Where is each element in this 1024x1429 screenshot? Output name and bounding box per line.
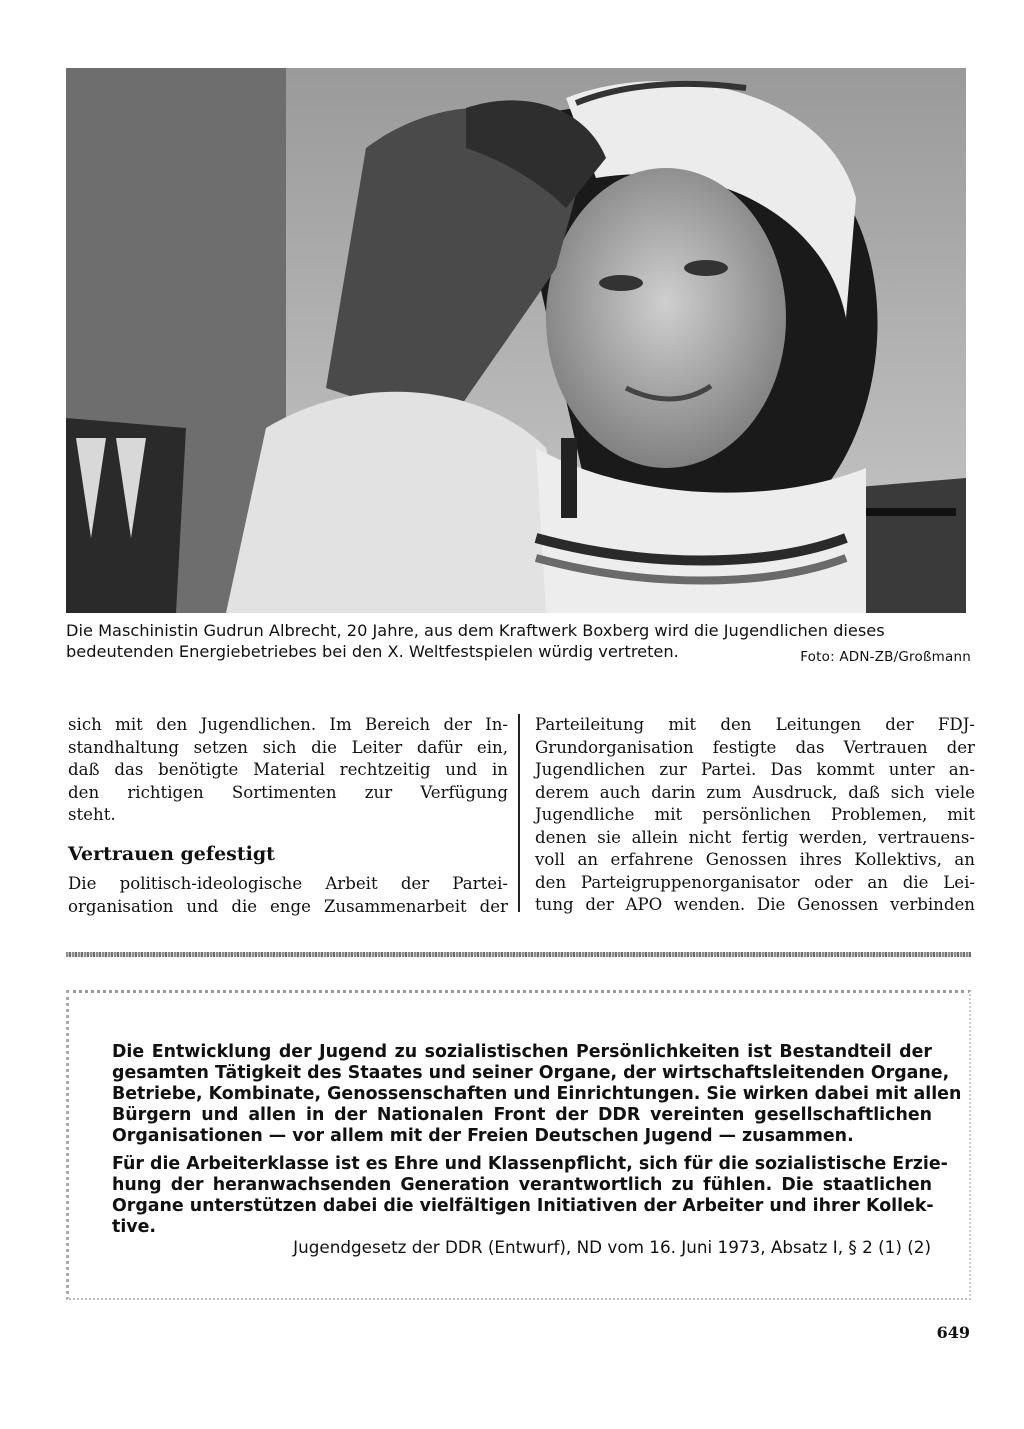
text-line: Die politisch-ideologische Arbeit der Partei-: [68, 874, 508, 893]
left-paragraph-2: [68, 873, 508, 918]
text-line: den Parteigruppenorganisator oder an die Lei-: [535, 872, 975, 892]
quote-line: Betriebe, Kombinate, Genossenschaften und Einrichtungen. Sie wirken dabei mit allen: [112, 1084, 962, 1104]
quote-line: tive.: [112, 1217, 157, 1237]
text-line: Jugendliche mit persönlichen Problemen, mit: [535, 805, 975, 824]
text-line: Parteileitung mit den Leitungen der FDJ-: [535, 715, 975, 734]
text-line: Jugendlichen zur Partei. Das kommt unter an-: [535, 760, 975, 779]
right-column: [535, 714, 975, 917]
quote-text: [112, 1042, 962, 1238]
quote-line: Organisationen — vor allem mit der Freien Deutschen Jugend — zusammen.: [112, 1126, 854, 1146]
text-line: voll an erfahrene Genossen ihres Kollektivs, an: [535, 850, 975, 869]
text-line: steht.: [68, 805, 116, 824]
left-column: [68, 714, 508, 918]
text-line: daß das benötigte Material rechtzeitig und in: [68, 760, 508, 779]
text-line: standhaltung setzen sich die Leiter dafür ein,: [68, 737, 508, 757]
section-heading: Vertrauen gefestigt: [68, 842, 275, 865]
quote-line: hung der heranwachsenden Generation verantwortlich zu fühlen. Die staatlichen: [112, 1175, 932, 1195]
dotted-separator: [66, 952, 971, 957]
quote-line: Für die Arbeiterklasse ist es Ehre und Klassenpflicht, sich für die sozialistische Erzie-: [112, 1154, 948, 1174]
quote-line: Organe unterstützen dabei die vielfältigen Initiativen der Arbeiter und ihrer Kollek-: [112, 1196, 934, 1216]
caption-line-1: Die Maschinistin Gudrun Albrecht, 20 Jahre, aus dem Kraftwerk Boxberg wird die Jugendlichen dieses: [66, 621, 885, 640]
quote-line: gesamten Tätigkeit des Staates und seiner Organe, der wirtschaftsleitenden Organe,: [112, 1063, 950, 1083]
quote-paragraph-2: [112, 1154, 948, 1238]
photo-caption: [66, 620, 971, 665]
text-line: den richtigen Sortimenten zur Verfügung: [68, 782, 508, 802]
photo: [66, 68, 966, 613]
quote-source: Jugendgesetz der DDR (Entwurf), ND vom 16. Juni 1973, Absatz I, § 2 (1) (2): [293, 1237, 931, 1257]
caption-line-2: bedeutenden Energiebetriebes bei den X. Weltfestspielen würdig vertreten.: [66, 642, 679, 661]
photo-woman-helmet: [66, 68, 966, 613]
left-paragraph-1: [68, 714, 508, 827]
right-paragraph: [535, 714, 975, 917]
text-line: organisation und die enge Zusammenarbeit der: [68, 896, 508, 916]
photo-credit: Foto: ADN-ZB/Großmann: [800, 649, 971, 665]
quote-paragraph-1: [112, 1042, 962, 1147]
text-line: tung der APO wenden. Die Genossen verbinden: [535, 895, 975, 914]
text-line: sich mit den Jugendlichen. Im Bereich der In-: [68, 715, 508, 734]
quote-line: Bürgern und allen in der Nationalen Front der DDR vereinten gesellschaftlichen: [112, 1105, 932, 1125]
text-line: denen sie allein nicht fertig werden, vertrauens-: [535, 827, 975, 847]
column-divider: [518, 714, 520, 912]
quote-line: Die Entwicklung der Jugend zu sozialistischen Persönlichkeiten ist Bestandteil der: [112, 1042, 932, 1062]
page-number: 649: [936, 1323, 970, 1342]
text-line: derem auch darin zum Ausdruck, daß sich viele: [535, 782, 975, 802]
text-line: Grundorganisation festigte das Vertrauen der: [535, 737, 975, 757]
